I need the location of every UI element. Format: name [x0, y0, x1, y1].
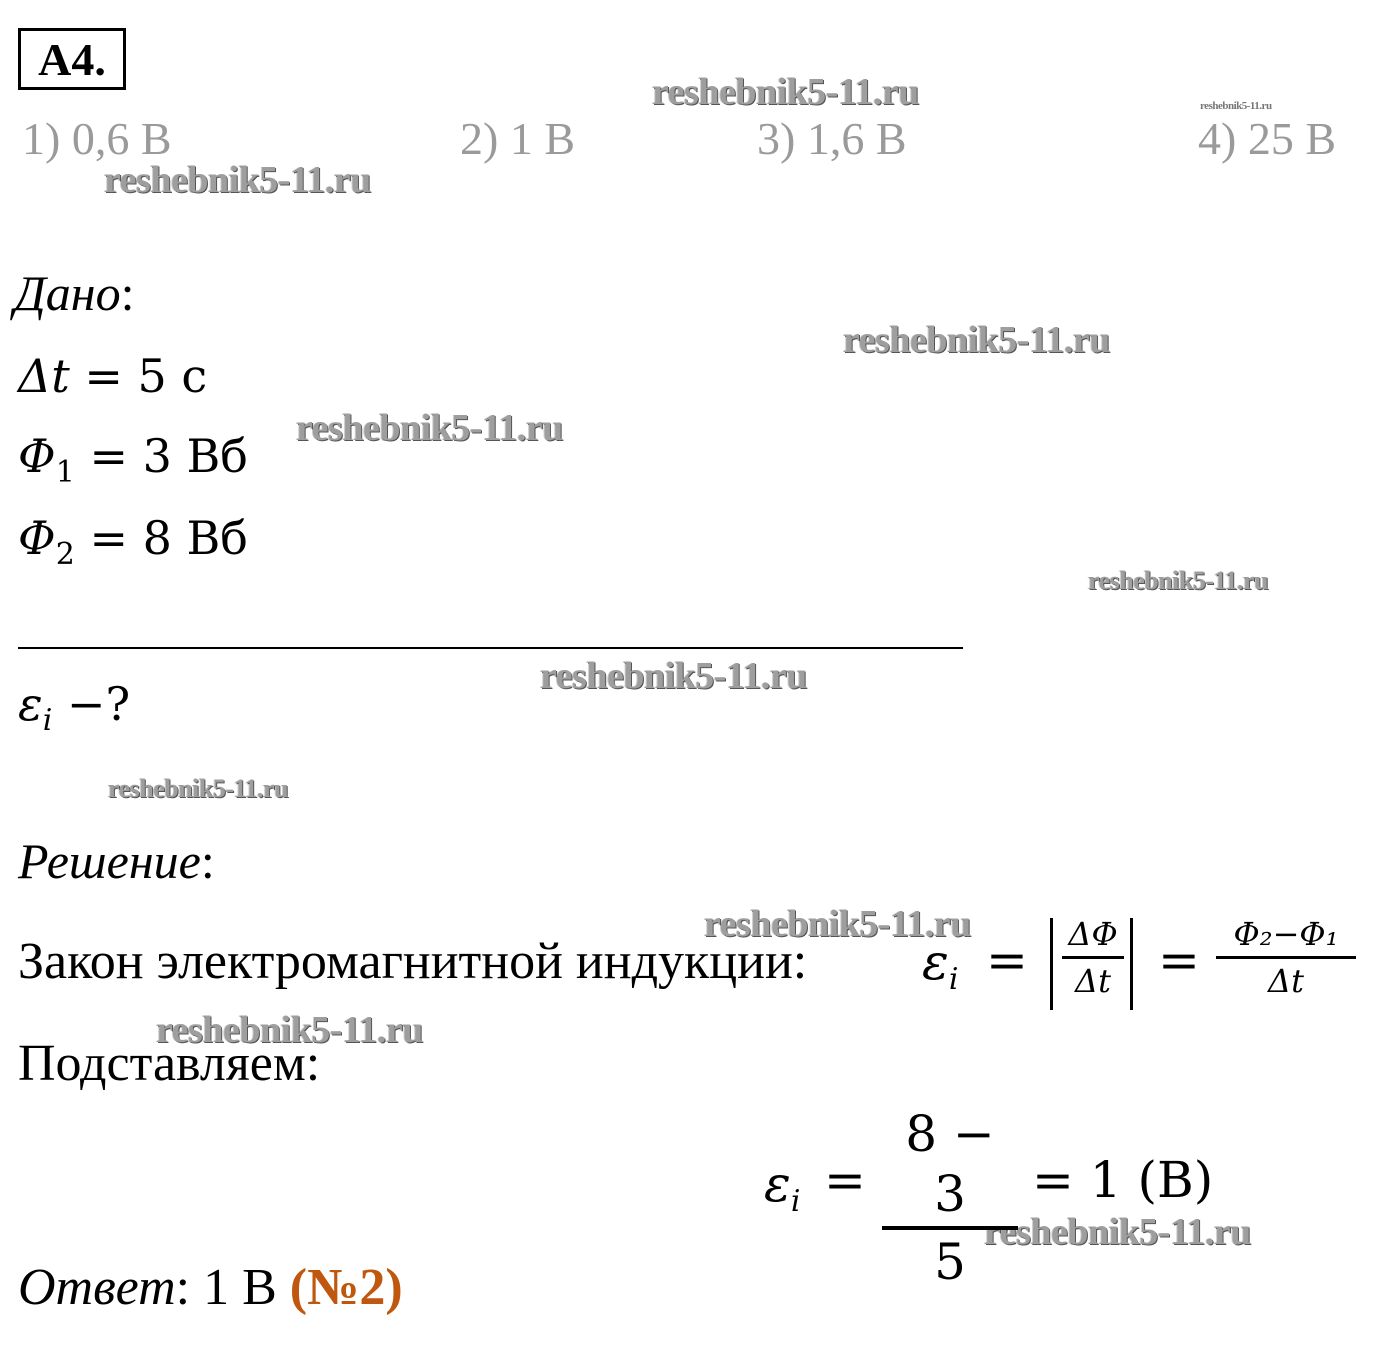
solution-heading: [18, 832, 215, 890]
watermark: reshebnik5-11.ru: [296, 407, 563, 449]
answer-number: (№2): [289, 1259, 403, 1316]
answer-line: [18, 1258, 403, 1318]
flux-fraction: [1216, 914, 1356, 1001]
phi2-value: = 8 Вб: [89, 511, 248, 565]
abs-fraction-num: ΔΦ: [1068, 915, 1118, 953]
answer-value: 1 В: [203, 1259, 277, 1316]
given-heading-colon: :: [120, 265, 135, 321]
answer-label: Ответ: [18, 1259, 176, 1316]
abs-fraction-bar: [1062, 956, 1124, 959]
calc-lhs-index: i: [790, 1184, 801, 1219]
watermark: reshebnik5-11.ru: [652, 71, 919, 113]
abs-fraction-den: Δt: [1075, 962, 1111, 1000]
calc-fraction: [882, 1104, 1018, 1292]
problem-label: А4.: [18, 28, 126, 90]
watermark: reshebnik5-11.ru: [1088, 566, 1269, 595]
phi1-value: = 3 Вб: [89, 429, 248, 483]
find-symbol: ε: [18, 677, 43, 731]
calc-eq: =: [824, 1151, 866, 1209]
solution-heading-colon: :: [200, 833, 215, 889]
given-heading: [14, 264, 135, 322]
law-eq-1: =: [986, 931, 1028, 989]
phi1-index: 1: [55, 455, 75, 490]
given-dt: [18, 348, 207, 404]
phi1-symbol: Φ: [18, 429, 56, 483]
calc-fraction-den: 5: [934, 1233, 966, 1291]
given-phi2: [18, 510, 248, 583]
given-divider: [18, 647, 963, 649]
given-find: [18, 676, 130, 749]
watermark: reshebnik5-11.ru: [156, 1009, 423, 1051]
calc-fraction-num: 8 − 3: [905, 1105, 995, 1223]
given-heading-text: Дано: [14, 265, 121, 321]
answer-colon: :: [175, 1259, 191, 1316]
law-lhs-symbol: ε: [922, 933, 949, 991]
calc-fraction-bar: [882, 1226, 1018, 1230]
law-eq-2: =: [1158, 931, 1200, 989]
find-value: −?: [66, 677, 131, 731]
law-text: Закон электромагнитной индукции:: [18, 933, 808, 990]
option-2: 2) 1 В: [460, 113, 575, 164]
flux-fraction-bar: [1216, 956, 1356, 959]
watermark: reshebnik5-11.ru: [704, 903, 971, 945]
law-lhs: [922, 934, 958, 1008]
option-1: 1) 0,6 В: [22, 113, 172, 164]
calc-result: = 1 (В): [1032, 1151, 1214, 1209]
calc-lhs-symbol: ε: [764, 1155, 791, 1213]
watermark: reshebnik5-11.ru: [1200, 100, 1272, 112]
calc-lhs: [764, 1156, 800, 1230]
watermark: reshebnik5-11.ru: [540, 655, 807, 697]
abs-fraction: [1062, 914, 1124, 1001]
watermark: reshebnik5-11.ru: [984, 1211, 1251, 1253]
dt-symbol: Δt: [18, 349, 70, 403]
watermark: reshebnik5-11.ru: [104, 159, 371, 201]
watermark: reshebnik5-11.ru: [108, 774, 289, 803]
solution-heading-text: Решение: [18, 833, 201, 889]
given-phi1: [18, 428, 248, 501]
watermark: reshebnik5-11.ru: [843, 319, 1110, 361]
law-lhs-index: i: [948, 962, 959, 997]
option-3: 3) 1,6 В: [757, 113, 907, 164]
find-index: i: [42, 703, 53, 738]
flux-fraction-den: Δt: [1268, 962, 1304, 1000]
substitute-text: Подставляем:: [18, 1035, 321, 1092]
phi2-symbol: Φ: [18, 511, 56, 565]
abs-bar-right: [1130, 918, 1133, 1010]
flux-fraction-num: Φ₂−Φ₁: [1233, 915, 1339, 953]
abs-bar-left: [1050, 918, 1053, 1010]
dt-value: = 5 с: [84, 349, 208, 403]
option-4: 4) 25 В: [1198, 113, 1336, 164]
phi2-index: 2: [55, 537, 75, 572]
